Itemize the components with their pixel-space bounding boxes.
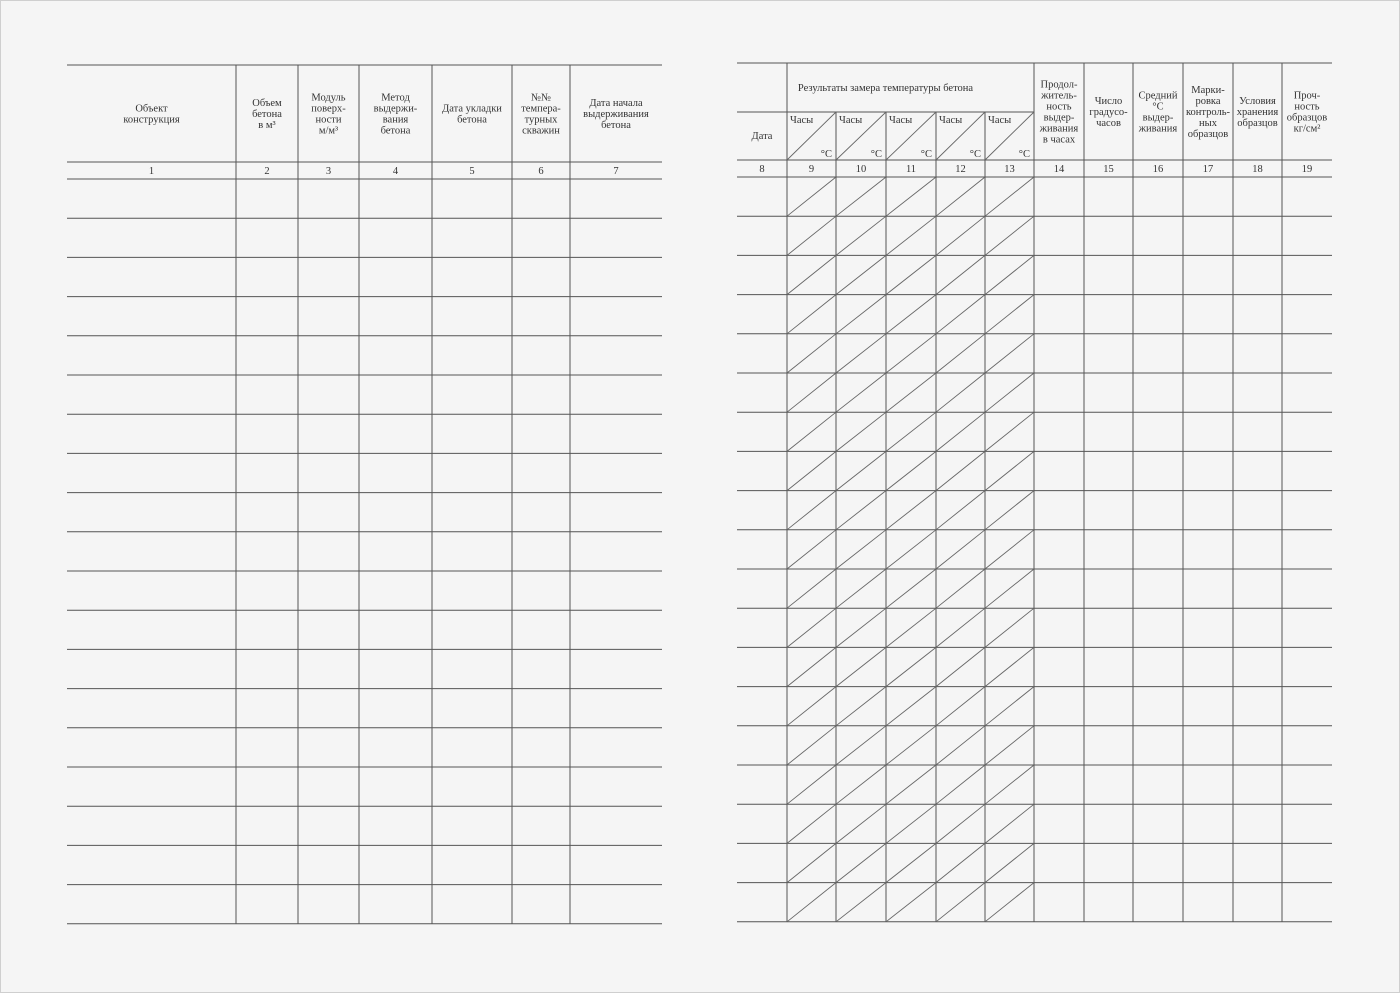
left-header-2-line: в м³ [258, 120, 276, 131]
cell-diagonal [886, 451, 936, 490]
cell-diagonal [886, 883, 936, 922]
right-column-number: 12 [955, 164, 966, 175]
cell-diagonal [787, 608, 836, 647]
cell-diagonal [985, 530, 1034, 569]
cell-diagonal [985, 334, 1034, 373]
cell-diagonal [836, 843, 886, 882]
right-header-17-line: контроль- [1185, 107, 1231, 118]
cell-diagonal [787, 451, 836, 490]
cell-diagonal [787, 412, 836, 451]
right-header-19-line: кг/см² [1293, 123, 1321, 135]
left-column-number: 5 [469, 166, 475, 177]
cell-diagonal [886, 177, 936, 216]
cell-diagonal [886, 765, 936, 804]
right-header-14 [1039, 80, 1079, 146]
left-column-number: 2 [264, 166, 270, 177]
left-header-4 [374, 93, 418, 137]
cell-diagonal [985, 255, 1034, 294]
cell-diagonal [787, 255, 836, 294]
cell-diagonal [985, 177, 1034, 216]
cell-diagonal [787, 177, 836, 216]
cell-diagonal [936, 216, 985, 255]
left-column-number: 4 [392, 166, 399, 177]
right-header-16 [1138, 91, 1178, 135]
cell-diagonal [836, 451, 886, 490]
hours-label: Часы [790, 115, 814, 126]
cell-diagonal [886, 843, 936, 882]
cell-diagonal [936, 451, 985, 490]
right-header-16-line: °С [1152, 101, 1164, 113]
cell-diagonal [985, 726, 1034, 765]
temperature-group-title: Результаты замера температуры бетона [797, 83, 974, 94]
right-header-18-line: Условия [1239, 96, 1276, 107]
cell-diagonal [836, 765, 886, 804]
right-header-18 [1237, 96, 1279, 129]
cell-diagonal [936, 569, 985, 608]
left-header-4-line: Метод [381, 92, 410, 104]
left-header-2-line: Объем [252, 98, 282, 109]
cell-diagonal [836, 530, 886, 569]
cell-diagonal [936, 491, 985, 530]
cell-diagonal [985, 608, 1034, 647]
right-header-14-line: в часах [1042, 134, 1076, 146]
hours-label: Часы [839, 115, 863, 126]
left-header-7-line: выдерживания [583, 109, 649, 120]
cell-diagonal [787, 373, 836, 412]
cell-diagonal [787, 687, 836, 726]
cell-diagonal [787, 530, 836, 569]
right-header-15-line: градусо- [1089, 107, 1128, 118]
right-header-17 [1186, 85, 1231, 140]
right-column-number: 11 [905, 164, 917, 175]
cell-diagonal [985, 569, 1034, 608]
cell-diagonal [985, 412, 1034, 451]
right-column-number: 9 [808, 164, 815, 175]
cell-diagonal [985, 647, 1034, 686]
left-header-4-line: выдержи- [373, 103, 418, 115]
degree-label: °С [870, 149, 882, 160]
left-header-7 [583, 98, 649, 131]
left-header-7-line: Дата начала [589, 98, 643, 109]
cell-diagonal [936, 726, 985, 765]
right-header-14-line: ность [1046, 101, 1072, 113]
cell-diagonal [985, 883, 1034, 922]
cell-diagonal [886, 216, 936, 255]
right-header-17-line: образцов [1187, 129, 1229, 140]
right-header-18-line: образцов [1237, 118, 1278, 129]
cell-diagonal [985, 216, 1034, 255]
hours-label: Часы [889, 115, 913, 126]
degree-label: °С [820, 149, 832, 160]
left-header-3-line: Модуль [311, 92, 346, 104]
cell-diagonal [936, 843, 985, 882]
left-header-1-line: Объект [135, 103, 168, 115]
cell-diagonal [836, 687, 886, 726]
cell-diagonal [936, 647, 985, 686]
degree-label: °С [1018, 149, 1030, 160]
cell-diagonal [836, 804, 886, 843]
cell-diagonal [886, 726, 936, 765]
left-header-7-line: бетона [601, 120, 631, 131]
left-header-2-line: бетона [252, 109, 282, 120]
cell-diagonal [985, 451, 1034, 490]
right-header-15-line: часов [1096, 118, 1121, 129]
cell-diagonal [886, 255, 936, 294]
cell-diagonal [936, 804, 985, 843]
right-header-19-line: ность [1294, 101, 1320, 113]
cell-diagonal [886, 530, 936, 569]
cell-diagonal [787, 804, 836, 843]
cell-diagonal [936, 412, 985, 451]
cell-diagonal [787, 295, 836, 334]
cell-diagonal [787, 334, 836, 373]
right-header-14-line: житель- [1041, 90, 1077, 102]
cell-diagonal [836, 491, 886, 530]
cell-diagonal [836, 255, 886, 294]
cell-diagonal [985, 491, 1034, 530]
right-column-number: 14 [1053, 164, 1065, 175]
cell-diagonal [787, 726, 836, 765]
cell-diagonal [787, 569, 836, 608]
hours-label: Часы [988, 115, 1012, 126]
left-header-4-line: бетона [380, 125, 411, 137]
left-header-5-line: бетона [457, 114, 487, 126]
cell-diagonal [886, 334, 936, 373]
right-header-19-line: Проч- [1293, 90, 1321, 102]
left-header-1-line: конструкция [123, 114, 180, 126]
right-column-number: 8 [759, 164, 765, 175]
cell-diagonal [985, 295, 1034, 334]
cell-diagonal [836, 883, 886, 922]
cell-diagonal [886, 608, 936, 647]
left-header-3 [311, 93, 346, 137]
cell-diagonal [936, 334, 985, 373]
left-header-6-line: турных [524, 114, 558, 126]
cell-diagonal [936, 373, 985, 412]
cell-diagonal [787, 216, 836, 255]
cell-diagonal [787, 765, 836, 804]
cell-diagonal [886, 687, 936, 726]
cell-diagonal [936, 765, 985, 804]
right-header-18-line: хранения [1236, 107, 1279, 118]
right-column-number: 15 [1103, 164, 1114, 175]
right-header-17-line: ровка [1195, 96, 1221, 107]
cell-diagonal [886, 491, 936, 530]
cell-diagonal [936, 883, 985, 922]
left-column-number: 7 [613, 166, 619, 177]
cell-diagonal [836, 177, 886, 216]
left-header-4-line: вания [382, 114, 409, 126]
hours-label: Часы [939, 115, 963, 126]
left-column-number: 1 [148, 166, 155, 177]
cell-diagonal [985, 765, 1034, 804]
cell-diagonal [836, 726, 886, 765]
date-header: Дата [751, 131, 773, 142]
right-column-number: 16 [1152, 164, 1164, 175]
left-header-6-line: №№ [530, 92, 552, 104]
cell-diagonal [836, 373, 886, 412]
cell-diagonal [985, 373, 1034, 412]
cell-diagonal [836, 412, 886, 451]
right-header-16-line: Средний [1138, 90, 1178, 102]
cell-diagonal [886, 373, 936, 412]
cell-diagonal [836, 334, 886, 373]
right-column-number: 18 [1252, 164, 1263, 175]
cell-diagonal [886, 647, 936, 686]
cell-diagonal [936, 177, 985, 216]
degree-label: °С [969, 149, 981, 160]
cell-diagonal [936, 255, 985, 294]
cell-diagonal [936, 608, 985, 647]
cell-diagonal [886, 295, 936, 334]
cell-diagonal [836, 216, 886, 255]
right-column-number: 19 [1301, 164, 1313, 175]
right-header-14-line: живания [1039, 123, 1079, 135]
left-header-1 [123, 104, 180, 126]
left-header-3-line: поверх- [311, 103, 346, 115]
cell-diagonal [936, 687, 985, 726]
cell-diagonal [787, 883, 836, 922]
right-column-number: 13 [1004, 164, 1015, 175]
degree-label: °С [920, 149, 932, 160]
right-header-19 [1287, 91, 1328, 135]
right-header-15-line: Число [1094, 96, 1123, 107]
cell-diagonal [836, 647, 886, 686]
cell-diagonal [836, 295, 886, 334]
cell-diagonal [836, 608, 886, 647]
cell-diagonal [836, 569, 886, 608]
cell-diagonal [985, 687, 1034, 726]
cell-diagonal [787, 843, 836, 882]
cell-diagonal [985, 804, 1034, 843]
left-header-3-line: ности [315, 114, 342, 126]
right-column-number: 17 [1202, 164, 1214, 175]
right-header-15 [1089, 96, 1128, 129]
cell-diagonal [886, 569, 936, 608]
left-header-6-line: темпера- [521, 103, 561, 115]
left-column-number: 3 [325, 166, 332, 177]
cell-diagonal [886, 412, 936, 451]
right-header-17-line: ных [1199, 118, 1217, 129]
left-column-number: 6 [538, 166, 544, 177]
cell-diagonal [985, 843, 1034, 882]
right-header-16-line: выдер- [1142, 112, 1174, 124]
left-header-2 [252, 98, 282, 131]
left-header-3-line: м/м³ [318, 125, 339, 137]
right-header-16-line: живания [1138, 123, 1178, 135]
right-header-17-line: Марки- [1191, 85, 1225, 96]
left-header-6 [521, 93, 561, 137]
left-header-5 [442, 104, 502, 126]
right-header-19-line: образцов [1286, 112, 1328, 124]
cell-diagonal [886, 804, 936, 843]
left-header-5-line: Дата укладки [442, 103, 502, 115]
cell-diagonal [936, 295, 985, 334]
right-header-14-line: Продол- [1040, 79, 1078, 91]
right-header-14-line: выдер- [1043, 112, 1075, 124]
cell-diagonal [787, 491, 836, 530]
left-header-6-line: скважин [522, 125, 560, 137]
right-column-number: 10 [855, 164, 867, 175]
cell-diagonal [936, 530, 985, 569]
cell-diagonal [787, 647, 836, 686]
